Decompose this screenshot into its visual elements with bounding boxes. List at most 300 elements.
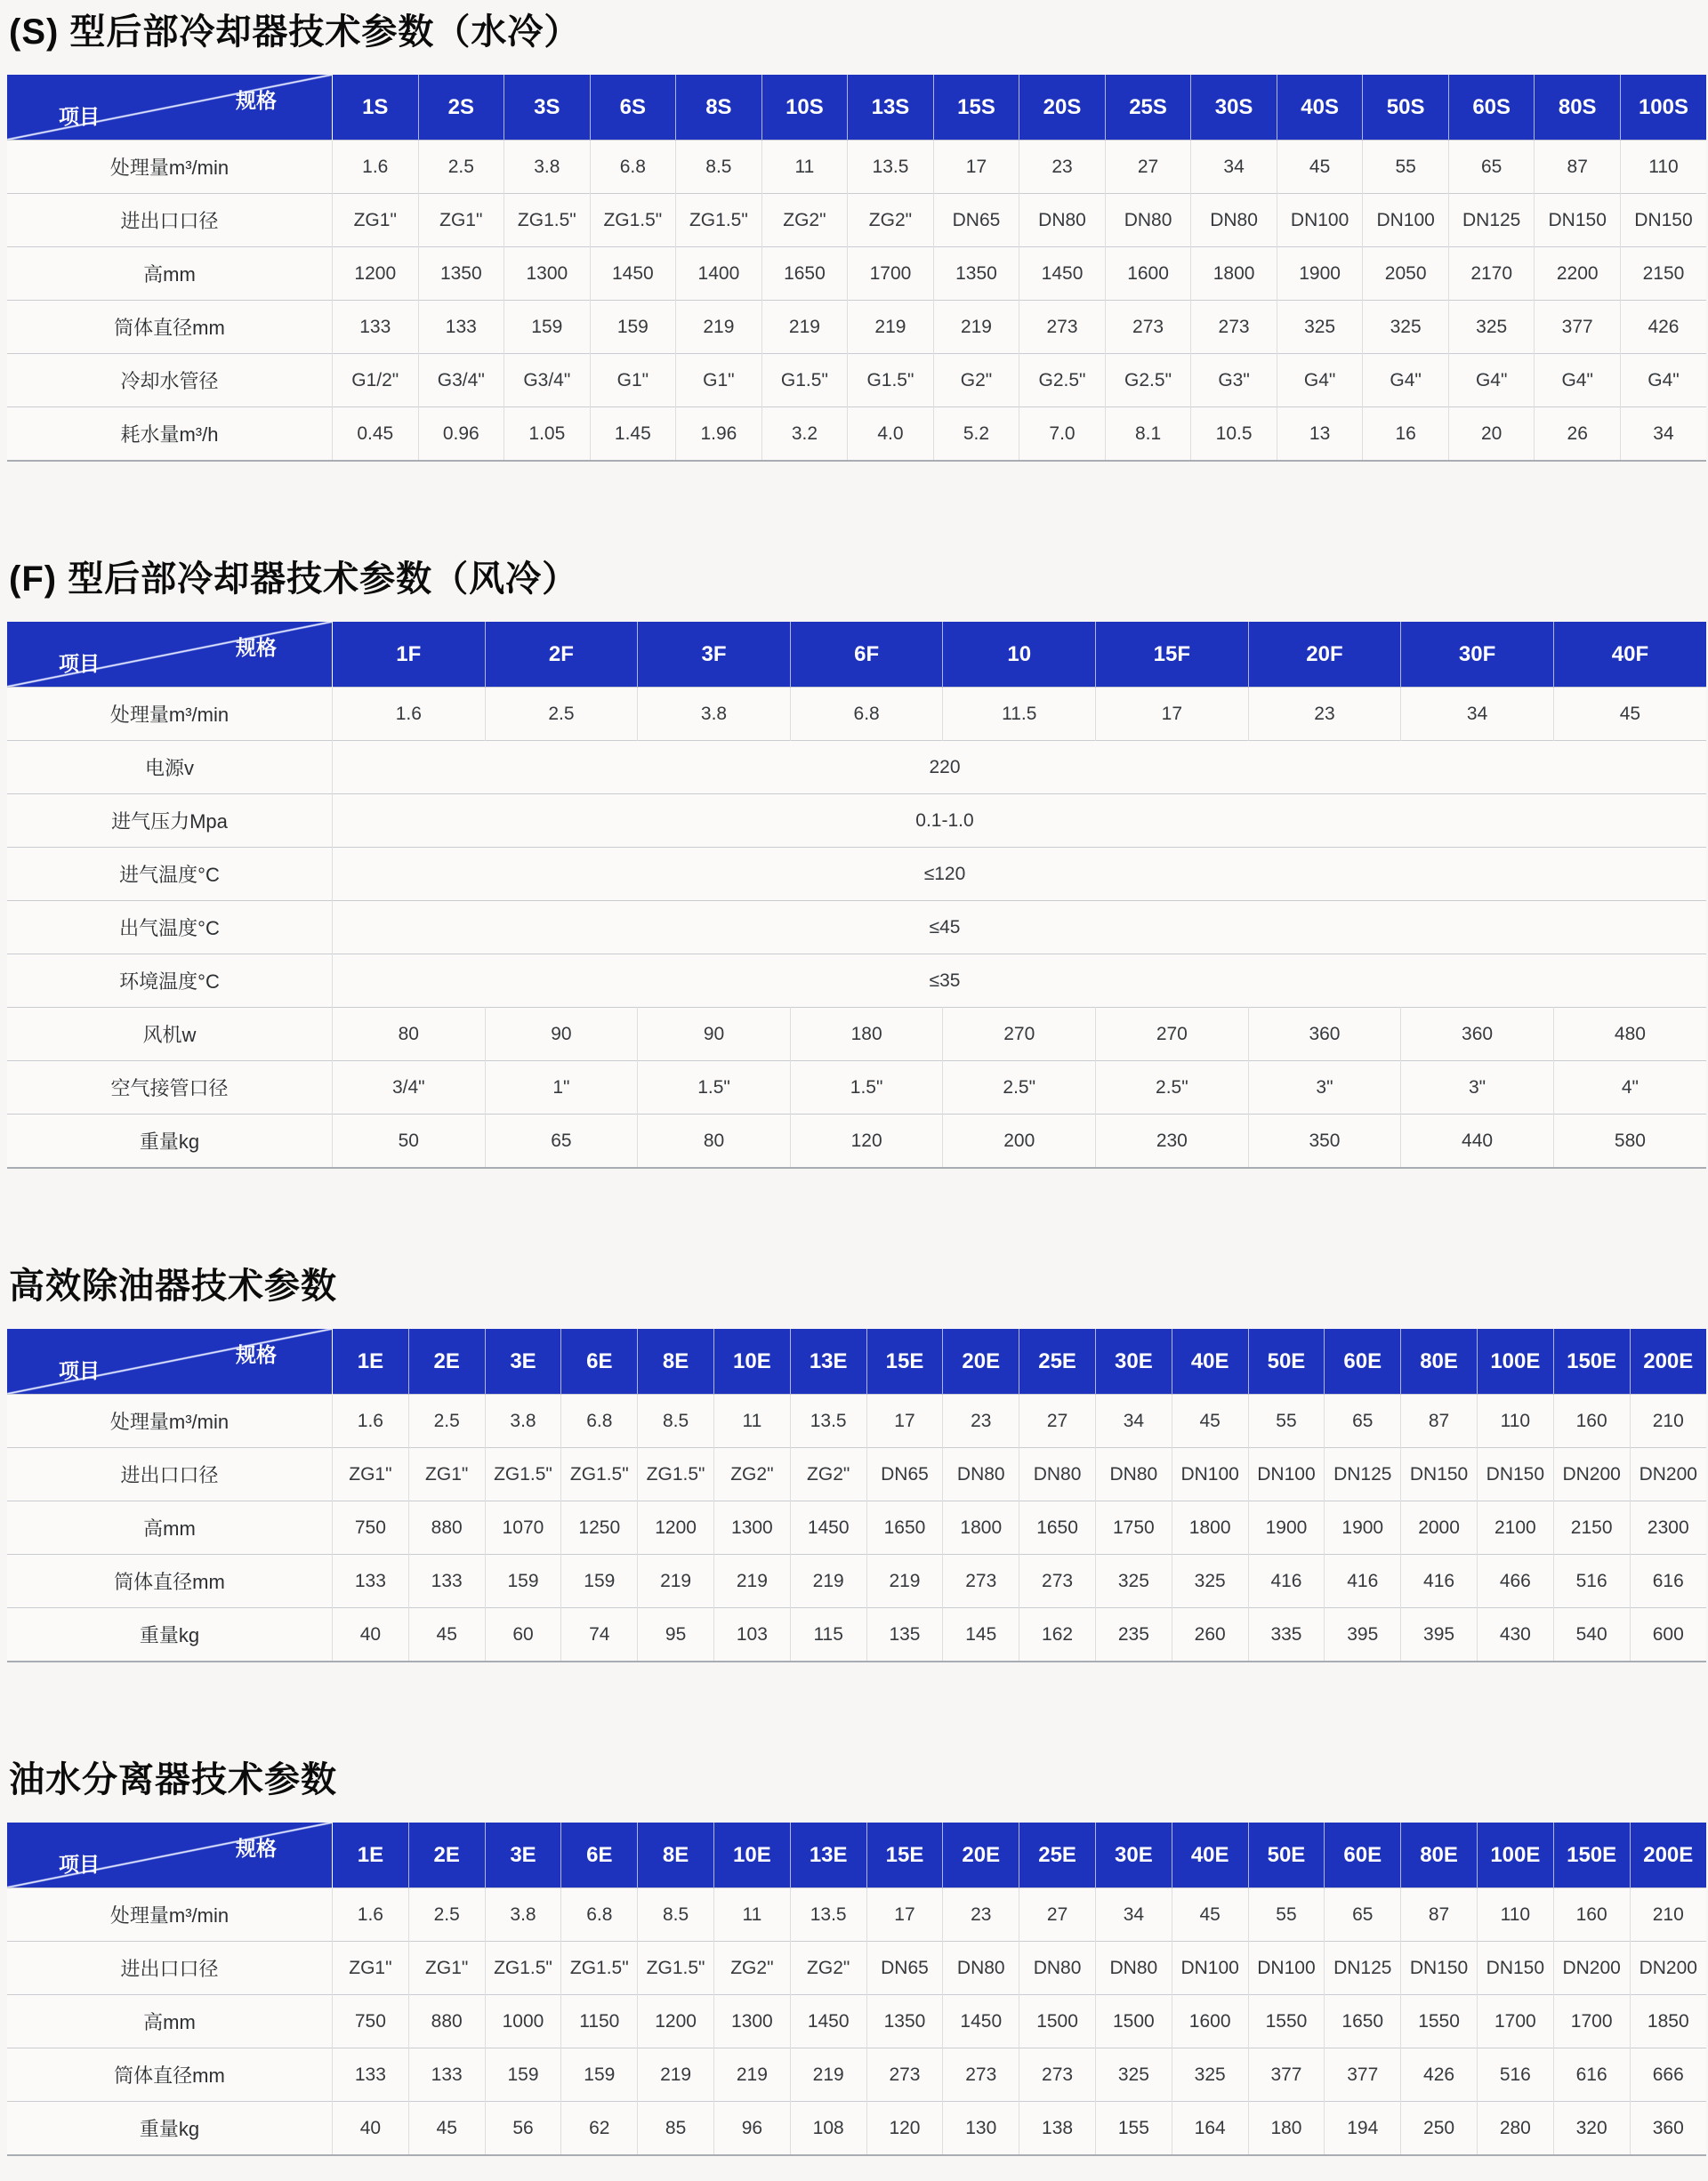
- row-label: 环境温度°C: [7, 954, 333, 1008]
- column-header: 30F: [1401, 622, 1554, 688]
- data-cell: 1550: [1248, 1995, 1325, 2048]
- data-cell: ZG2": [848, 194, 934, 247]
- data-cell: 45: [408, 1608, 485, 1662]
- data-cell: 56: [485, 2102, 561, 2156]
- data-cell: 65: [1325, 1395, 1401, 1448]
- data-cell: ZG1.5": [485, 1448, 561, 1501]
- column-header: 50E: [1248, 1329, 1325, 1395]
- data-cell: 200: [943, 1115, 1096, 1169]
- table-row: [7, 1888, 1706, 1942]
- data-cell: 1450: [590, 247, 676, 301]
- data-cell: 350: [1248, 1115, 1401, 1169]
- data-cell: 13: [1277, 407, 1363, 462]
- table-row: [7, 1061, 1706, 1115]
- data-cell: DN200: [1630, 1942, 1706, 1995]
- corner-label-spec: 规格: [236, 89, 277, 112]
- column-header: 50E: [1248, 1823, 1325, 1888]
- data-cell: G2.5": [1019, 354, 1106, 407]
- data-cell: 1650: [761, 247, 848, 301]
- data-cell: 325: [1277, 301, 1363, 354]
- data-cell: DN125: [1448, 194, 1535, 247]
- column-header: 2S: [418, 75, 504, 141]
- data-cell: 750: [333, 1995, 409, 2048]
- data-cell: 2000: [1401, 1501, 1478, 1555]
- table-row: [7, 688, 1706, 741]
- table-row: [7, 1555, 1706, 1608]
- column-header: 8E: [638, 1823, 714, 1888]
- data-cell: 90: [485, 1008, 638, 1061]
- corner-label-item: 项目: [59, 1359, 100, 1382]
- data-cell: 7.0: [1019, 407, 1106, 462]
- data-cell: 120: [866, 2102, 943, 2156]
- column-header: 40E: [1172, 1329, 1248, 1395]
- data-cell: 2.5: [408, 1395, 485, 1448]
- data-cell: 3.8: [504, 141, 591, 194]
- data-cell: 395: [1325, 1608, 1401, 1662]
- column-header: 8S: [676, 75, 762, 141]
- data-cell: 273: [866, 2048, 943, 2102]
- data-cell: 1650: [866, 1501, 943, 1555]
- column-header: 200E: [1630, 1329, 1706, 1395]
- column-header: 40S: [1277, 75, 1363, 141]
- data-cell: ZG2": [761, 194, 848, 247]
- section-air-cooled: [7, 558, 1708, 1169]
- column-header: 200E: [1630, 1823, 1706, 1888]
- data-cell: 230: [1096, 1115, 1249, 1169]
- data-cell: DN200: [1553, 1942, 1630, 1995]
- data-cell: 10.5: [1191, 407, 1277, 462]
- table-row: [7, 1448, 1706, 1501]
- data-cell: 27: [1019, 1395, 1096, 1448]
- data-cell: ZG1": [408, 1942, 485, 1995]
- table-row: [7, 741, 1706, 794]
- data-cell: 1600: [1105, 247, 1191, 301]
- merged-data-cell: ≤120: [333, 848, 1707, 901]
- data-cell: 103: [713, 1608, 790, 1662]
- column-header: 25E: [1019, 1329, 1096, 1395]
- data-cell: 580: [1553, 1115, 1706, 1169]
- data-cell: DN100: [1172, 1942, 1248, 1995]
- column-header: 3E: [485, 1329, 561, 1395]
- data-cell: G1.5": [848, 354, 934, 407]
- data-cell: 159: [485, 2048, 561, 2102]
- data-cell: 6.8: [561, 1395, 638, 1448]
- data-cell: 45: [1172, 1395, 1248, 1448]
- row-label: 冷却水管径: [7, 354, 333, 407]
- column-header: 20E: [943, 1329, 1019, 1395]
- data-cell: DN80: [1105, 194, 1191, 247]
- data-cell: G4": [1363, 354, 1449, 407]
- row-label: 高mm: [7, 1501, 333, 1555]
- data-cell: 270: [943, 1008, 1096, 1061]
- row-label: 高mm: [7, 247, 333, 301]
- data-cell: 45: [1277, 141, 1363, 194]
- data-cell: ZG2": [713, 1942, 790, 1995]
- data-cell: 110: [1477, 1395, 1553, 1448]
- table-row: [7, 1115, 1706, 1169]
- data-cell: 164: [1172, 2102, 1248, 2156]
- page-title: 高效除油器技术参数: [9, 1267, 337, 1306]
- data-cell: 133: [333, 2048, 409, 2102]
- air-cooled-spec-table: [7, 622, 1706, 1169]
- column-header: 80S: [1535, 75, 1621, 141]
- data-cell: 2150: [1620, 247, 1706, 301]
- data-cell: ZG2": [790, 1942, 866, 1995]
- column-header: 20F: [1248, 622, 1401, 688]
- table-row: [7, 407, 1706, 462]
- data-cell: 34: [1095, 1888, 1172, 1942]
- data-cell: 55: [1363, 141, 1449, 194]
- data-cell: 325: [1448, 301, 1535, 354]
- data-cell: 0.96: [418, 407, 504, 462]
- data-cell: ZG1": [333, 1942, 409, 1995]
- section-oil-water-separator: [7, 1758, 1708, 2156]
- data-cell: 17: [1096, 688, 1249, 741]
- data-cell: 80: [333, 1008, 486, 1061]
- table-row: [7, 954, 1706, 1008]
- table-row: [7, 794, 1706, 848]
- data-cell: 11: [713, 1395, 790, 1448]
- data-cell: ZG2": [713, 1448, 790, 1501]
- column-header: 100E: [1477, 1823, 1553, 1888]
- data-cell: 159: [561, 1555, 638, 1608]
- data-cell: 1070: [485, 1501, 561, 1555]
- column-header: 60S: [1448, 75, 1535, 141]
- data-cell: G3/4": [504, 354, 591, 407]
- data-cell: 90: [638, 1008, 791, 1061]
- data-cell: G4": [1535, 354, 1621, 407]
- data-cell: ZG1.5": [590, 194, 676, 247]
- data-cell: 4": [1553, 1061, 1706, 1115]
- data-cell: 1700: [1477, 1995, 1553, 2048]
- data-cell: ZG1": [418, 194, 504, 247]
- data-cell: 219: [638, 1555, 714, 1608]
- column-header: 30S: [1191, 75, 1277, 141]
- column-header: 20E: [943, 1823, 1019, 1888]
- data-cell: 325: [1095, 1555, 1172, 1608]
- data-cell: 55: [1248, 1888, 1325, 1942]
- data-cell: DN150: [1401, 1942, 1478, 1995]
- data-cell: 666: [1630, 2048, 1706, 2102]
- column-header: 80E: [1401, 1329, 1478, 1395]
- data-cell: 85: [638, 2102, 714, 2156]
- data-cell: G2": [933, 354, 1019, 407]
- data-cell: 1650: [1019, 1501, 1096, 1555]
- data-cell: 17: [866, 1888, 943, 1942]
- data-cell: 219: [713, 2048, 790, 2102]
- data-cell: DN80: [1019, 1448, 1096, 1501]
- table-row: [7, 194, 1706, 247]
- data-cell: 11: [761, 141, 848, 194]
- data-cell: 27: [1019, 1888, 1096, 1942]
- data-cell: 466: [1477, 1555, 1553, 1608]
- row-label: 筒体直径mm: [7, 1555, 333, 1608]
- data-cell: 2100: [1477, 1501, 1553, 1555]
- column-header: 60E: [1325, 1329, 1401, 1395]
- row-label: 处理量m³/min: [7, 141, 333, 194]
- data-cell: 480: [1553, 1008, 1706, 1061]
- column-header: 80E: [1401, 1823, 1478, 1888]
- data-cell: ZG1.5": [638, 1448, 714, 1501]
- data-cell: 162: [1019, 1608, 1096, 1662]
- data-cell: 120: [790, 1115, 943, 1169]
- data-cell: 1.6: [333, 1888, 409, 1942]
- column-header: 13E: [790, 1823, 866, 1888]
- data-cell: G3": [1191, 354, 1277, 407]
- data-cell: 1300: [504, 247, 591, 301]
- data-cell: DN100: [1363, 194, 1449, 247]
- row-label: 风机w: [7, 1008, 333, 1061]
- page-title: (F) 型后部冷却器技术参数（风冷）: [9, 559, 579, 599]
- data-cell: G2.5": [1105, 354, 1191, 407]
- column-header: 13E: [790, 1329, 866, 1395]
- data-cell: 2170: [1448, 247, 1535, 301]
- data-cell: 273: [943, 1555, 1019, 1608]
- table-row: [7, 354, 1706, 407]
- row-label: 处理量m³/min: [7, 1395, 333, 1448]
- row-label: 高mm: [7, 1995, 333, 2048]
- corner-label-item: 项目: [59, 1853, 100, 1876]
- oil-remover-spec-table: [7, 1329, 1706, 1662]
- data-cell: 20: [1448, 407, 1535, 462]
- data-cell: 60: [485, 1608, 561, 1662]
- merged-data-cell: ≤35: [333, 954, 1707, 1008]
- data-cell: 130: [943, 2102, 1019, 2156]
- data-cell: DN200: [1553, 1448, 1630, 1501]
- data-cell: 416: [1248, 1555, 1325, 1608]
- data-cell: 62: [561, 2102, 638, 2156]
- data-cell: 1.5": [790, 1061, 943, 1115]
- row-label: 电源v: [7, 741, 333, 794]
- column-header: 3F: [638, 622, 791, 688]
- column-header: 100S: [1620, 75, 1706, 141]
- table-row: [7, 1995, 1706, 2048]
- column-header: 40F: [1553, 622, 1706, 688]
- data-cell: 80: [638, 1115, 791, 1169]
- row-label: 空气接管口径: [7, 1061, 333, 1115]
- data-cell: 3/4": [333, 1061, 486, 1115]
- corner-header-cell: [7, 1329, 333, 1395]
- row-label: 处理量m³/min: [7, 1888, 333, 1942]
- row-label: 进出口口径: [7, 1448, 333, 1501]
- column-header: 13S: [848, 75, 934, 141]
- data-cell: 6.8: [561, 1888, 638, 1942]
- data-cell: 3": [1248, 1061, 1401, 1115]
- data-cell: 1800: [1172, 1501, 1248, 1555]
- column-header: 8E: [638, 1329, 714, 1395]
- data-cell: 219: [761, 301, 848, 354]
- data-cell: 1800: [1191, 247, 1277, 301]
- data-cell: 1800: [943, 1501, 1019, 1555]
- data-cell: 108: [790, 2102, 866, 2156]
- merged-data-cell: 220: [333, 741, 1707, 794]
- corner-label-spec: 规格: [236, 636, 277, 659]
- water-cooled-spec-table: [7, 75, 1706, 462]
- data-cell: 1850: [1630, 1995, 1706, 2048]
- data-cell: 1300: [713, 1501, 790, 1555]
- column-header: 15E: [866, 1329, 943, 1395]
- data-cell: 2.5: [418, 141, 504, 194]
- data-cell: 210: [1630, 1395, 1706, 1448]
- data-cell: 1350: [933, 247, 1019, 301]
- table-row: [7, 1395, 1706, 1448]
- data-cell: 2150: [1553, 1501, 1630, 1555]
- data-cell: 87: [1401, 1888, 1478, 1942]
- data-cell: DN80: [943, 1942, 1019, 1995]
- data-cell: 110: [1477, 1888, 1553, 1942]
- data-cell: G1.5": [761, 354, 848, 407]
- column-header: 15S: [933, 75, 1019, 141]
- column-header: 25E: [1019, 1823, 1096, 1888]
- data-cell: 1.6: [333, 688, 486, 741]
- data-cell: 325: [1363, 301, 1449, 354]
- data-cell: DN150: [1620, 194, 1706, 247]
- data-cell: 115: [790, 1608, 866, 1662]
- data-cell: 1550: [1401, 1995, 1478, 2048]
- data-cell: 600: [1630, 1608, 1706, 1662]
- data-cell: 96: [713, 2102, 790, 2156]
- column-header: 3E: [485, 1823, 561, 1888]
- data-cell: 2.5: [408, 1888, 485, 1942]
- data-cell: 1.6: [333, 1395, 409, 1448]
- data-cell: 27: [1105, 141, 1191, 194]
- data-cell: 8.5: [638, 1395, 714, 1448]
- table-row: [7, 1608, 1706, 1662]
- data-cell: 395: [1401, 1608, 1478, 1662]
- column-header: 2E: [408, 1329, 485, 1395]
- data-cell: ZG1.5": [638, 1942, 714, 1995]
- data-cell: G4": [1448, 354, 1535, 407]
- data-cell: ZG1.5": [676, 194, 762, 247]
- data-cell: 133: [418, 301, 504, 354]
- data-cell: 2.5: [485, 688, 638, 741]
- data-cell: ZG1": [408, 1448, 485, 1501]
- data-cell: DN150: [1477, 1448, 1553, 1501]
- data-cell: 750: [333, 1501, 409, 1555]
- data-cell: 13.5: [790, 1888, 866, 1942]
- data-cell: 377: [1248, 2048, 1325, 2102]
- data-cell: G4": [1277, 354, 1363, 407]
- data-cell: 34: [1095, 1395, 1172, 1448]
- data-cell: 325: [1172, 2048, 1248, 2102]
- data-cell: 135: [866, 1608, 943, 1662]
- data-cell: 273: [1019, 2048, 1096, 2102]
- page-title: 油水分离器技术参数: [9, 1760, 337, 1799]
- data-cell: ZG1.5": [561, 1448, 638, 1501]
- data-cell: 416: [1401, 1555, 1478, 1608]
- data-cell: 23: [943, 1888, 1019, 1942]
- row-label: 进出口口径: [7, 1942, 333, 1995]
- data-cell: 360: [1248, 1008, 1401, 1061]
- data-cell: 273: [1019, 301, 1106, 354]
- data-cell: DN65: [933, 194, 1019, 247]
- corner-header-cell: [7, 1823, 333, 1888]
- data-cell: 1450: [790, 1501, 866, 1555]
- data-cell: 219: [848, 301, 934, 354]
- table-row: [7, 301, 1706, 354]
- data-cell: 8.5: [676, 141, 762, 194]
- data-cell: 6.8: [590, 141, 676, 194]
- data-cell: 6.8: [790, 688, 943, 741]
- data-cell: 270: [1096, 1008, 1249, 1061]
- column-header: 10: [943, 622, 1096, 688]
- data-cell: 1500: [1019, 1995, 1096, 2048]
- data-cell: 34: [1401, 688, 1554, 741]
- data-cell: 430: [1477, 1608, 1553, 1662]
- data-cell: DN100: [1248, 1448, 1325, 1501]
- data-cell: DN80: [1191, 194, 1277, 247]
- data-cell: 1350: [418, 247, 504, 301]
- data-cell: 1900: [1277, 247, 1363, 301]
- row-label: 进出口口径: [7, 194, 333, 247]
- column-header: 2E: [408, 1823, 485, 1888]
- data-cell: 40: [333, 2102, 409, 2156]
- data-cell: 133: [408, 2048, 485, 2102]
- corner-label-spec: 规格: [236, 1343, 277, 1366]
- data-cell: ZG1.5": [485, 1942, 561, 1995]
- data-cell: 250: [1401, 2102, 1478, 2156]
- data-cell: ZG1": [333, 1448, 409, 1501]
- data-cell: 219: [790, 2048, 866, 2102]
- data-cell: 1200: [638, 1995, 714, 2048]
- row-label: 出气温度°C: [7, 901, 333, 954]
- data-cell: 426: [1401, 2048, 1478, 2102]
- data-cell: 159: [590, 301, 676, 354]
- column-header: 6S: [590, 75, 676, 141]
- data-cell: 3": [1401, 1061, 1554, 1115]
- data-cell: 273: [1191, 301, 1277, 354]
- data-cell: G1": [676, 354, 762, 407]
- data-cell: 45: [408, 2102, 485, 2156]
- data-cell: 159: [504, 301, 591, 354]
- data-cell: 1600: [1172, 1995, 1248, 2048]
- data-cell: 426: [1620, 301, 1706, 354]
- data-cell: 1250: [561, 1501, 638, 1555]
- data-cell: 1350: [866, 1995, 943, 2048]
- table-row: [7, 247, 1706, 301]
- data-cell: DN100: [1277, 194, 1363, 247]
- section-water-cooled: [7, 11, 1708, 462]
- data-cell: 50: [333, 1115, 486, 1169]
- data-cell: DN150: [1535, 194, 1621, 247]
- row-label: 进气温度°C: [7, 848, 333, 901]
- header-row: [7, 1329, 1706, 1395]
- data-cell: 280: [1477, 2102, 1553, 2156]
- data-cell: G3/4": [418, 354, 504, 407]
- data-cell: 95: [638, 1608, 714, 1662]
- data-cell: 2300: [1630, 1501, 1706, 1555]
- data-cell: 260: [1172, 1608, 1248, 1662]
- data-cell: 1650: [1325, 1995, 1401, 2048]
- data-cell: 87: [1535, 141, 1621, 194]
- column-header: 15F: [1096, 622, 1249, 688]
- table-row: [7, 1942, 1706, 1995]
- column-header: 1E: [333, 1329, 409, 1395]
- data-cell: 180: [790, 1008, 943, 1061]
- column-header: 10E: [713, 1823, 790, 1888]
- data-cell: 8.1: [1105, 407, 1191, 462]
- data-cell: ZG1": [333, 194, 419, 247]
- column-header: 25S: [1105, 75, 1191, 141]
- data-cell: 1450: [1019, 247, 1106, 301]
- row-label: 处理量m³/min: [7, 688, 333, 741]
- column-header: 6E: [561, 1823, 638, 1888]
- column-header: 30E: [1095, 1823, 1172, 1888]
- data-cell: 880: [408, 1501, 485, 1555]
- column-header: 15E: [866, 1823, 943, 1888]
- row-label: 重量kg: [7, 2102, 333, 2156]
- data-cell: 65: [1325, 1888, 1401, 1942]
